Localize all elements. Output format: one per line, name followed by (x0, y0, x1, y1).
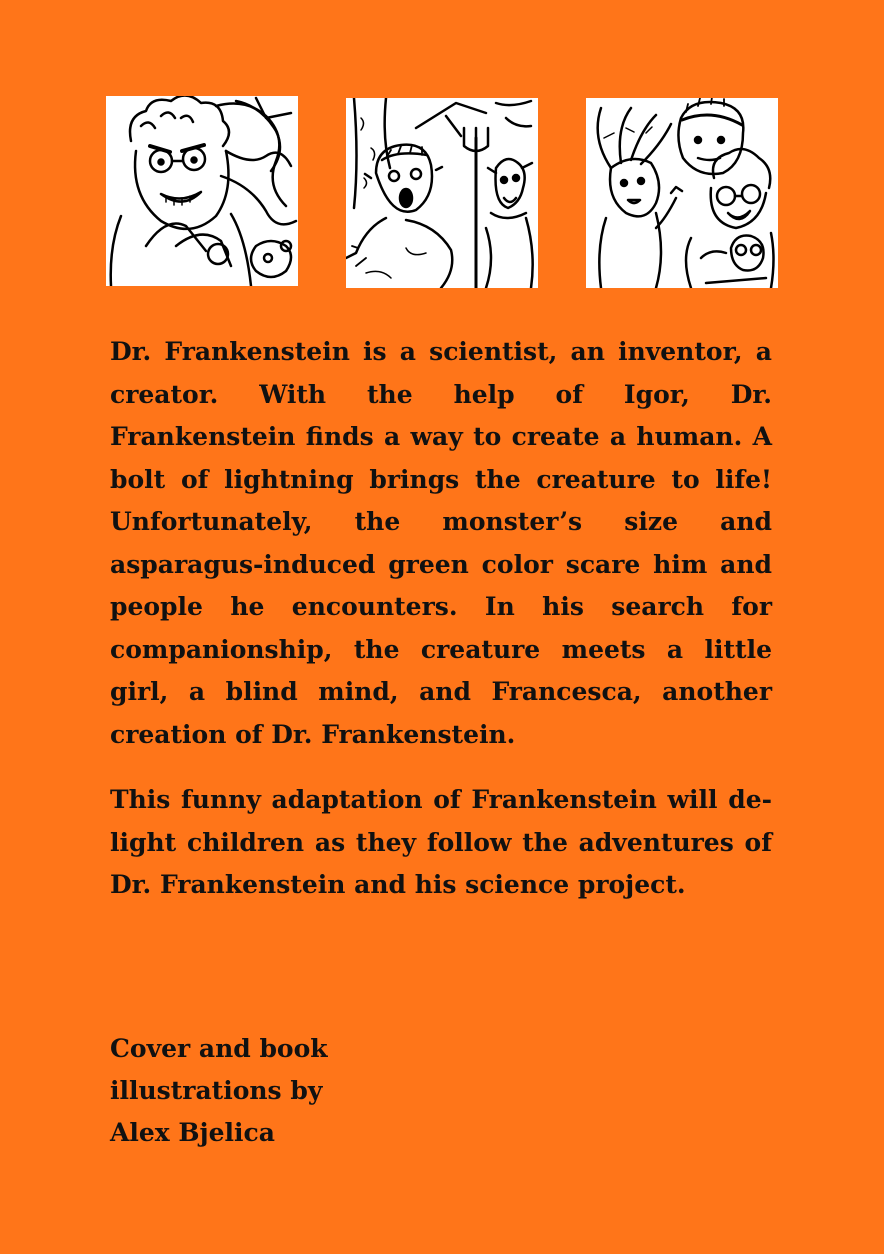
credit-illustrator-name: Alex Bjelica (110, 1118, 275, 1147)
illustration-strip (0, 96, 884, 290)
scientist-with-pliers-icon (106, 96, 298, 286)
blurb-paragraph-2: This funny adaptation of Frankenstein will delight children as they follow the adventures of Dr. Frankenstein and his science project. (110, 785, 772, 899)
credit-line-1: Cover and book (110, 1034, 328, 1063)
blurb-paragraph-1: Dr. Frankenstein is a scientist, an inventor, a creator. With the help of Igor, Dr. Frankenstein finds a way to create a human. A bolt of lightning brings the creature to life! Unfortunately, the monster’s size and asparagus-induced green color scare him and people he encounters. In his search for companionship, the creature meets a little girl, a blind mind, and Francesca, another creation of Dr. Frankenstein. (110, 337, 772, 749)
illustration-credit (110, 1028, 510, 1154)
creature-and-farmer-with-pitchfork-icon (346, 98, 538, 288)
bride-creature-and-scientists-icon (586, 98, 778, 288)
credit-line-2: illustrations by (110, 1076, 323, 1105)
